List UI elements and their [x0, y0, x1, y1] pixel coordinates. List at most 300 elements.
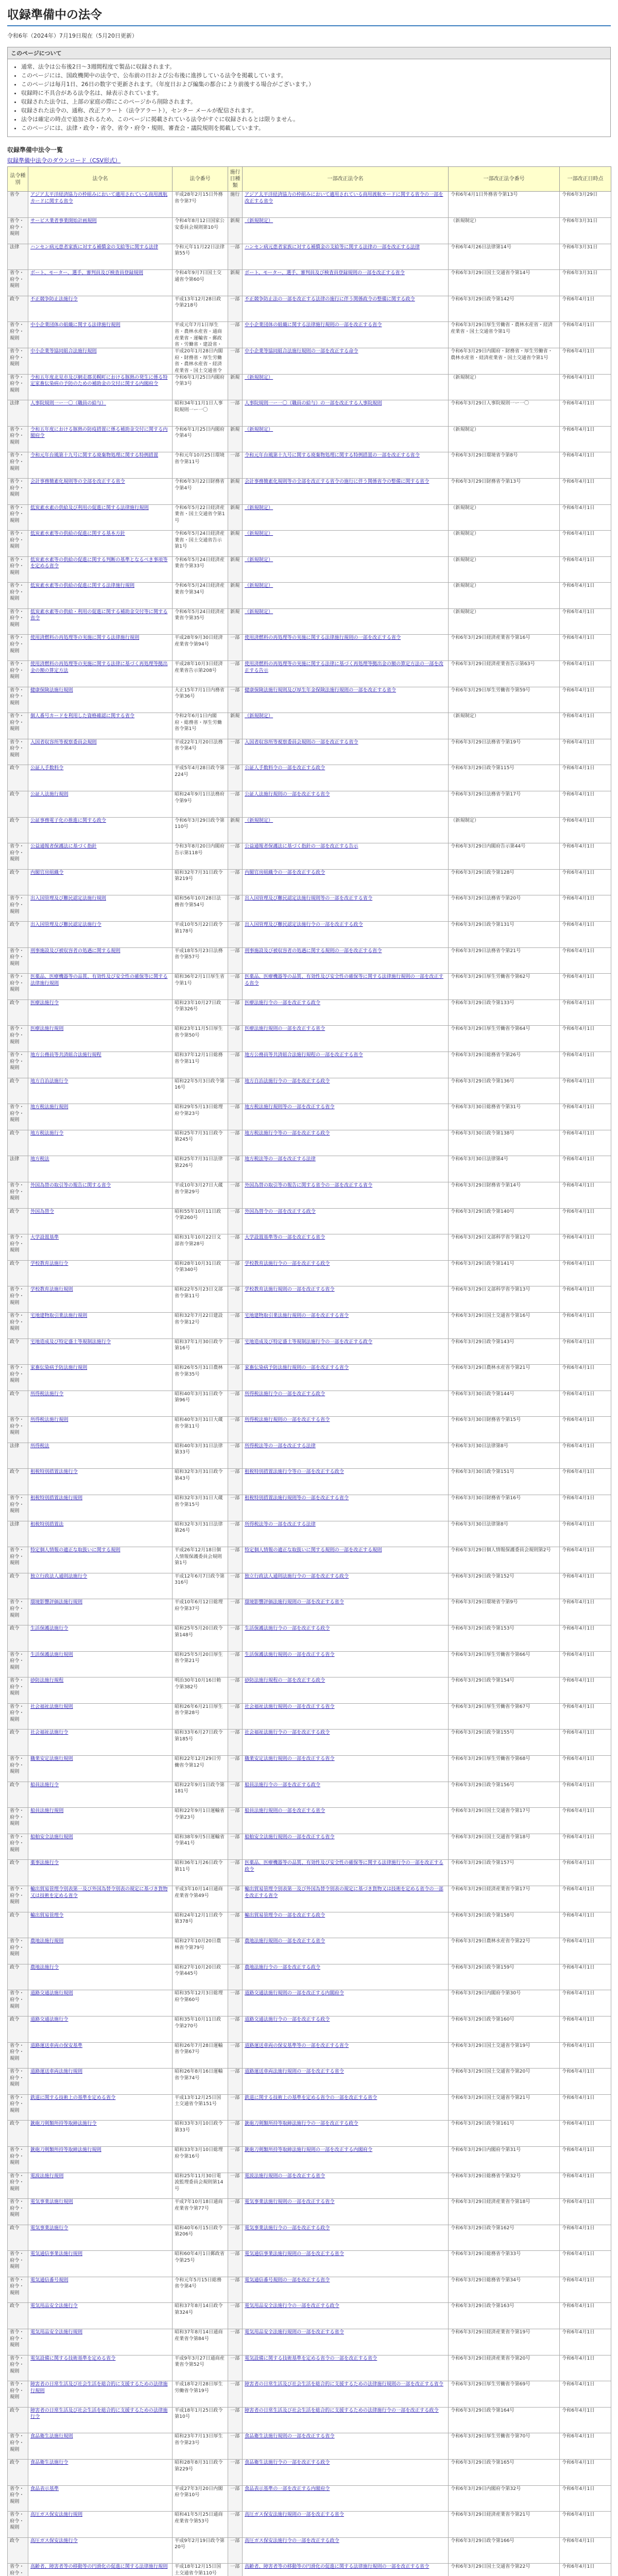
amending-law-link[interactable]: 生活保護法施行規則の一部を改正する省令 — [245, 1651, 335, 1657]
law-name-link[interactable]: 入国者収容所等視察委員会規則 — [30, 739, 97, 745]
amending-law-link[interactable]: 入国者収容所等視察委員会規則の一部を改正する省令 — [245, 739, 358, 745]
law-name-link[interactable]: 食品表示基準 — [30, 2485, 59, 2492]
effective-date-cell: 令和6年4月1日 — [562, 1052, 595, 1058]
law-name-link[interactable]: 農地法施行規則 — [30, 1938, 64, 1944]
cell-name — [28, 2094, 173, 2121]
amending-law-link[interactable]: 生活保護法施行令の一部を改正する政令 — [245, 1625, 330, 1632]
law-name-link[interactable]: 租税特別措置法施行令 — [30, 1469, 78, 1475]
law-name-link[interactable]: 家畜伝染病予防法施行規則 — [30, 1365, 88, 1371]
amending-law-link[interactable]: 道路交通法施行令の一部を改正する政令 — [245, 2016, 330, 2022]
law-name-link[interactable]: 所得税法 — [30, 1443, 49, 1449]
table-row — [8, 2146, 611, 2173]
cell-num — [173, 1208, 228, 1234]
law-name-link[interactable]: 令和元年台風第十九号に関する廃棄物処理に関する特例措置 — [30, 452, 159, 459]
law-name-link[interactable]: 外国為替令 — [30, 1208, 54, 1214]
amending-law-link[interactable]: 道路運送車両の保安基準等の一部を改正する省令 — [245, 2042, 349, 2048]
table-row — [8, 1312, 611, 1338]
amending-law-number-cell: 令和6年3月29日厚生労働省令第62号 — [451, 974, 530, 980]
cell-type — [8, 1703, 28, 1730]
cell-num — [173, 608, 228, 635]
law-name-link[interactable]: 使用済燃料の再処理等の実施に関する法律施行規則 — [30, 635, 140, 641]
amending-law-link[interactable]: 特定個人情報の適正な取扱いに関する規則の一部を改正する規則 — [245, 1547, 382, 1553]
amending-law-link[interactable]: 地方税法施行令等の一部を改正する政令 — [245, 1130, 330, 1136]
amending-law-link[interactable]: 社会福祉法施行令の一部を改正する政令 — [245, 1730, 330, 1736]
table-row — [8, 2485, 611, 2512]
law-name-link[interactable]: 大学設置基準 — [30, 1234, 59, 1241]
cell-rnum — [449, 1443, 560, 1469]
amending-law-link[interactable]: 宅地建物取引業法施行規則の一部を改正する省令 — [245, 1312, 349, 1318]
law-name-link[interactable]: 輸出貿易管理令 — [30, 1912, 64, 1918]
table-row — [8, 1964, 611, 1990]
amending-law-link[interactable]: 宅地造成及び特定盛土等規制法施行令の一部を改正する政令 — [245, 1338, 373, 1345]
law-name-link[interactable]: 低炭素水素等の供給の促進に関する基本方針 — [30, 531, 125, 537]
amending-law-link[interactable]: 所得税法等の一部を改正する法律 — [245, 1443, 316, 1449]
cell-wrap — [30, 2121, 170, 2127]
cell-rel — [243, 1391, 449, 1417]
law-name-link[interactable]: 電気通信事業法施行規則 — [30, 2251, 83, 2257]
amending-law-link[interactable]: 電気事業法施行令の一部を改正する政令 — [245, 2225, 330, 2231]
cell-wrap — [245, 1339, 446, 1346]
enforcement-type-cell: 一部 — [230, 2433, 240, 2439]
amending-law-link[interactable]: 食品衛生法施行規則の一部を改正する省令 — [245, 2433, 335, 2439]
law-name-link[interactable]: 船舶安全法施行規則 — [30, 1834, 73, 1840]
amending-law-link[interactable]: 船員法施行規則の一部を改正する省令 — [245, 1808, 325, 1814]
cell-name — [28, 1312, 173, 1338]
cell-rnum — [449, 1938, 560, 1964]
amending-law-link[interactable]: 高齢者、障害者等の移動等の円滑化の促進に関する法律施行規則の一部を改正する省令 — [245, 2564, 430, 2570]
law-name-link[interactable]: 高圧ガス保安法施行令 — [30, 2537, 78, 2544]
law-name-link[interactable]: 地方公務員等共済組合法施行規程 — [30, 1052, 101, 1058]
amending-law-link[interactable]: 出入国管理及び難民認定法施行規則等の一部を改正する省令 — [245, 895, 373, 902]
cell-rnum — [449, 1260, 560, 1286]
amending-law-link[interactable]: 職業安定法施行規則の一部を改正する省令 — [245, 1756, 335, 1761]
amending-law-link[interactable]: 学校教育法施行規則の一部を改正する省令 — [245, 1286, 335, 1293]
amending-law-link[interactable]: 電気用品安全法施行規則の一部を改正する省令 — [245, 2329, 344, 2335]
effective-date-cell: 令和6年4月1日 — [562, 2277, 595, 2283]
cell-date — [560, 2251, 611, 2277]
amending-law-link[interactable]: 公益通報者保護法に基づく指針の一部を改正する告示 — [245, 843, 358, 850]
cell-wrap — [30, 635, 170, 641]
cell-rel — [243, 2069, 449, 2095]
amending-law-link[interactable]: 障害者の日常生活及び社会生活を総合的に支援するための法律施行規則の一部を改正する省令 — [245, 2381, 443, 2387]
law-name-link[interactable]: 電気設備に関する技術基準を定める省令 — [30, 2355, 116, 2361]
law-name-link[interactable]: 所得税法施行規則 — [30, 1417, 68, 1423]
law-type-cell: 政令 — [10, 817, 20, 823]
cell-type — [8, 2303, 28, 2329]
law-name-link[interactable]: 食品衛生法施行規則 — [30, 2433, 73, 2439]
amending-law-link[interactable]: 刑事施設及び被収容者の処遇に関する規則の一部を改正する省令 — [245, 947, 382, 954]
law-name-link[interactable]: 生活保護法施行令 — [30, 1625, 68, 1632]
cell-wrap — [245, 2408, 446, 2414]
law-name-link[interactable]: サービス業者事業開始計画規則 — [30, 217, 97, 224]
cell-rnum — [449, 687, 560, 713]
amending-law-number-cell: 令和6年3月29日厚生労働省令第59号 — [451, 687, 530, 693]
law-name-link[interactable]: 地方税法 — [30, 1156, 49, 1162]
law-name-link[interactable]: 不正競争防止法施行令 — [30, 296, 78, 302]
cell-name — [28, 843, 173, 870]
cell-rnum — [449, 583, 560, 609]
law-number-cell: 昭和38年9月5日運輸省令第41号 — [175, 1834, 225, 1846]
enforcement-type-cell: 新規 — [230, 817, 240, 823]
cell-num — [173, 426, 228, 452]
law-name-link[interactable]: 低炭素水素の供給及び利用の促進に関する法律施行規則 — [30, 504, 149, 511]
amending-law-link[interactable]: （新規制定） — [245, 608, 273, 615]
effective-date-cell: 令和6年4月1日 — [562, 2485, 595, 2492]
cell-num — [173, 296, 228, 322]
law-type-cell: 省令・府令・規則 — [10, 1026, 24, 1045]
effective-date-cell: 令和6年4月1日 — [562, 2329, 595, 2335]
cell-rnum — [449, 2433, 560, 2460]
cell-cat — [228, 1104, 243, 1130]
amending-law-number-cell: 令和6年3月29日法務省令第20号 — [451, 895, 521, 902]
amending-law-link[interactable]: 電気事業法施行規則の一部を改正する省令 — [245, 2199, 335, 2205]
amending-law-link[interactable]: （新規制定） — [245, 713, 273, 719]
cell-cat — [228, 1834, 243, 1860]
law-name-link[interactable]: 医薬品、医療機器等の品質、有効性及び安全性の確保等に関する法律施行規則 — [30, 974, 168, 986]
law-number-cell: 昭和33年6月27日政令第185号 — [175, 1730, 223, 1742]
amending-law-link[interactable]: 銃砲刀剣類所持等取締法施行規則の一部を改正する内閣府令 — [245, 2146, 373, 2153]
law-name-link[interactable]: 鉄道に関する技術上の基準を定める省令 — [30, 2094, 116, 2100]
amending-law-link[interactable]: 健康保険法施行規則及び厚生年金保険法施行規則の一部を改正する省令 — [245, 687, 396, 693]
amending-law-link[interactable]: 障害者の日常生活及び社会生活を総合的に支援するための法律施行令の一部を改正する政令 — [245, 2407, 439, 2413]
cell-num — [173, 2069, 228, 2095]
law-name-link[interactable]: 電気事業法施行規則 — [30, 2199, 73, 2205]
amending-law-link[interactable]: 食品表示基準の一部を改正する内閣府令 — [245, 2485, 330, 2492]
cell-cat — [228, 635, 243, 661]
amending-law-link[interactable]: 外国為替令の一部を改正する政令 — [245, 1208, 316, 1214]
amending-law-link[interactable]: 所得税法施行令の一部を改正する政令 — [245, 1391, 325, 1397]
law-name-link[interactable]: 銃砲刀剣類所持等取締法施行規則 — [30, 2146, 101, 2153]
cell-name — [28, 2355, 173, 2381]
amending-law-link[interactable]: 農地法施行規則の一部を改正する省令 — [245, 1938, 325, 1944]
law-name-link[interactable]: 人事院規則一ー一〇（職員の給与） — [30, 400, 106, 406]
law-name-link[interactable]: 輸出貿易管理令別表第一及び外国為替令別表の規定に基づき貨物又は技術を定める省令 — [30, 1886, 168, 1899]
amending-law-link[interactable]: 学校教育法施行令の一部を改正する政令 — [245, 1260, 330, 1266]
cell-wrap — [30, 244, 170, 251]
amending-law-number-cell: 令和6年3月29日政令第157号 — [451, 1860, 514, 1866]
amending-law-link[interactable]: （新規制定） — [245, 426, 273, 432]
amending-law-link[interactable]: 家畜伝染病予防法施行規則の一部を改正する省令 — [245, 1365, 349, 1371]
effective-date-cell: 令和6年4月1日 — [562, 687, 595, 693]
law-name-link[interactable]: 使用済燃料の再処理等の実施に関する法律に基づく再処理等拠出金の額の算定方法 — [30, 661, 168, 673]
law-name-link[interactable]: 出入国管理及び難民認定法施行規則 — [30, 895, 106, 902]
cell-cat — [228, 974, 243, 1000]
amending-law-link[interactable]: 外国為替の取引等の報告に関する省令の一部を改正する省令 — [245, 1182, 373, 1188]
law-name-link[interactable]: 外国為替の取引等の報告に関する省令 — [30, 1182, 111, 1188]
law-name-link[interactable]: 医療法施行規則 — [30, 1026, 64, 1032]
law-name-link[interactable]: 低炭素水素等の供給の促進に関する判断の基準となるべき事項等を定める省令 — [30, 556, 168, 569]
cell-rel — [243, 1026, 449, 1052]
amending-law-link[interactable]: 輸出貿易管理令の一部を改正する政令 — [245, 1912, 325, 1918]
law-name-link[interactable]: 中小企業等協同組合法施行規則 — [30, 348, 97, 354]
amending-law-link[interactable]: 公証人法施行規則の一部を改正する省令 — [245, 791, 330, 798]
law-name-link[interactable]: 電気事業法施行令 — [30, 2225, 68, 2231]
law-name-link[interactable]: 電気通信番号規則 — [30, 2277, 68, 2283]
law-type-cell: 政令 — [10, 1625, 20, 1632]
law-number-cell: 昭和37年1月30日政令第16号 — [175, 1338, 223, 1351]
law-name-link[interactable]: 農地法施行令 — [30, 1964, 59, 1970]
law-name-link[interactable]: 地方自治法施行令 — [30, 1078, 68, 1084]
cell-rnum — [449, 661, 560, 687]
cell-wrap — [245, 244, 446, 251]
law-name-link[interactable]: 高圧ガス保安法施行規則 — [30, 2512, 83, 2518]
enforcement-type-cell: 一部 — [230, 1886, 240, 1892]
law-name-link[interactable]: 特定個人情報の適正な取扱いに関する規則 — [30, 1547, 121, 1553]
amending-law-link[interactable]: 電波法施行規則の一部を改正する省令 — [245, 2173, 325, 2179]
table-row — [8, 1782, 611, 1808]
law-name-link[interactable]: 公証人手数料令 — [30, 765, 64, 771]
amending-law-link[interactable]: 地方税法施行規則等の一部を改正する省令 — [245, 1104, 335, 1110]
amending-law-link[interactable]: 所得税法施行規則の一部を改正する省令 — [245, 1417, 330, 1423]
law-name-link[interactable]: 医療法施行令 — [30, 999, 59, 1006]
law-name-link[interactable]: 宅地造成及び特定盛土等規制法施行令 — [30, 1338, 111, 1345]
law-name-link[interactable]: 学校教育法施行令 — [30, 1260, 68, 1266]
law-name-link[interactable]: 障害者の日常生活及び社会生活を総合的に支援するための法律施行令 — [30, 2407, 168, 2420]
amending-law-number-cell: 令和6年3月29日政令第128号 — [451, 869, 514, 875]
amending-law-link[interactable]: 地方自治法施行令の一部を改正する政令 — [245, 1078, 330, 1084]
cell-name — [28, 608, 173, 635]
amending-law-number-cell: 令和6年3月29日政令第131号 — [451, 922, 514, 927]
law-number-cell: 平成20年1月28日内閣府・財務省・厚生労働省・農林水産省・経済産業省・国土交通省令 — [175, 348, 223, 374]
law-name-link[interactable]: 宅地建物取引業法施行規則 — [30, 1312, 88, 1318]
amending-law-link[interactable]: 医療法施行規則の一部を改正する省令 — [245, 1026, 325, 1032]
law-name-link[interactable]: 電気用品安全法施行令 — [30, 2303, 78, 2309]
law-name-link[interactable]: 障害者の日常生活及び社会生活を総合的に支援するための法律施行規則 — [30, 2381, 168, 2394]
law-name-link[interactable]: 低炭素水素等の供給の促進に関する法律施行規則 — [30, 583, 135, 589]
table-row — [8, 2512, 611, 2538]
amending-law-link[interactable]: 食品衛生法施行令の一部を改正する政令 — [245, 2460, 330, 2466]
amending-law-link[interactable]: 医薬品、医療機器等の品質、有効性及び安全性の確保等に関する法律施行規則の一部を改正する省令 — [245, 974, 443, 986]
law-name-link[interactable]: ハンセン病元患者家族に対する補償金の支給等に関する法律 — [30, 244, 159, 250]
amending-law-link[interactable]: 公証人手数料令の一部を改正する政令 — [245, 765, 325, 771]
enforcement-type-cell: 一部 — [230, 1312, 240, 1318]
effective-date-cell: 令和6年4月1日 — [562, 947, 595, 954]
law-name-link[interactable]: 船員法施行令 — [30, 1782, 59, 1788]
amending-law-link[interactable]: 医療法施行令の一部を改正する政令 — [245, 999, 320, 1006]
amending-law-link[interactable]: （新規制定） — [245, 556, 273, 563]
amending-law-link[interactable]: 令和元年台風第十九号に関する廃棄物処理に関する特例措置の一部を改正する省令 — [245, 452, 420, 459]
amending-law-link[interactable]: 電気通信番号規則の一部を改正する省令 — [245, 2277, 330, 2283]
law-name-link[interactable]: 出入国管理及び難民認定法施行令 — [30, 922, 101, 927]
cell-date — [560, 765, 611, 791]
effective-date-cell: 令和6年4月1日 — [562, 1782, 595, 1788]
amending-law-link[interactable]: 地方税法等の一部を改正する法律 — [245, 1156, 316, 1162]
law-name-link[interactable]: 電気用品安全法施行規則 — [30, 2329, 83, 2335]
cell-type — [8, 999, 28, 1026]
cell-cat — [228, 2303, 243, 2329]
law-name-link[interactable]: 道路交通法施行規則 — [30, 1990, 73, 1996]
table-row — [8, 1052, 611, 1078]
cell-name — [28, 2277, 173, 2303]
amending-law-link[interactable]: （新規制定） — [245, 531, 273, 537]
amending-law-link[interactable]: 出入国管理及び難民認定法施行令の一部を改正する政令 — [245, 922, 363, 927]
law-name-link[interactable]: 砂防法施行規程 — [30, 1677, 64, 1684]
amending-law-link[interactable]: 独立行政法人通則法施行令の一部を改正する政令 — [245, 1573, 349, 1579]
amending-law-link[interactable]: 環境影響評価法施行規則の一部を改正する省令 — [245, 1599, 344, 1605]
law-name-link[interactable]: 令和五年度北見市及び網走郡美幌町における豚熱の発生に係る特定家畜伝染病の予防のための補助金の交付に関する内閣府令 — [30, 374, 168, 387]
csv-download-link[interactable]: 収録準備中法令のダウンロード（CSV形式） — [7, 157, 121, 164]
law-name-link[interactable]: 地方税法施行令 — [30, 1130, 64, 1136]
law-name-link[interactable]: 租税特別措置法 — [30, 1521, 64, 1527]
law-name-link[interactable]: ボート、モーター、選手、審判員及び検査員登録規則 — [30, 270, 143, 276]
amending-law-link[interactable]: 道路運送車両法施行規則の一部を改正する省令 — [245, 2069, 344, 2075]
enforcement-type-cell: 一部 — [230, 1260, 240, 1266]
cell-rel — [243, 687, 449, 713]
amending-law-link[interactable]: 中小企業等協同組合法施行規則の一部を改正する命令 — [245, 348, 358, 354]
amending-law-link[interactable]: 農地法施行令の一部を改正する政令 — [245, 1964, 320, 1970]
amending-law-link[interactable]: ボート、モーター、選手、審判員及び検査員登録規則の一部を改正する省令 — [245, 270, 405, 276]
enforcement-type-cell: 一部 — [230, 739, 240, 745]
law-name-link[interactable]: 銃砲刀剣類所持等取締法施行令 — [30, 2121, 97, 2127]
amending-law-link[interactable]: （新規制定） — [245, 817, 273, 823]
amending-law-link[interactable]: 高圧ガス保安法施行令の一部を改正する政令 — [245, 2537, 339, 2544]
amending-law-link[interactable]: 中小企業団体の組織に関する法律施行規則の一部を改正する省令 — [245, 322, 382, 328]
law-name-link[interactable]: 令和五年度における豚熱の防疫措置に係る補助金交付に関する内閣府令 — [30, 426, 168, 439]
law-name-link[interactable]: 高齢者、障害者等の移動等の円滑化の促進に関する法律施行規則 — [30, 2564, 168, 2570]
table-row — [8, 1156, 611, 1182]
amending-law-link[interactable]: （新規制定） — [245, 374, 273, 380]
cell-type — [8, 2407, 28, 2433]
law-name-link[interactable]: 食品衛生法施行令 — [30, 2460, 68, 2466]
law-type-cell: 省令・府令・規則 — [10, 947, 24, 967]
cell-name — [28, 765, 173, 791]
cell-wrap — [30, 218, 170, 225]
notice-item: • 収録された法令の、通称、改正アラート（法令アラート），センター メールが配信されます。 — [21, 106, 610, 115]
cell-date — [560, 400, 611, 427]
law-name-link[interactable]: 会計事務簡素化規則等の全部を改正する省令 — [30, 478, 125, 484]
cell-type — [8, 765, 28, 791]
section-heading: 収録準備中法令一覧 — [7, 146, 63, 154]
amending-law-link[interactable]: 租税特別措置法施行令等の一部を改正する政令 — [245, 1469, 344, 1475]
law-name-link[interactable]: 生活保護法施行規則 — [30, 1651, 73, 1657]
law-name-link[interactable]: 環境影響評価法施行規則 — [30, 1599, 83, 1605]
cell-wrap — [30, 2329, 170, 2336]
cell-rel — [243, 1599, 449, 1625]
cell-wrap — [245, 2225, 446, 2232]
law-name-link[interactable]: 公証事務電子化の推進に関する政令 — [30, 817, 106, 823]
law-name-link[interactable]: 学校教育法施行規則 — [30, 1286, 73, 1293]
amending-law-link[interactable]: （新規制定） — [245, 217, 273, 224]
law-name-link[interactable]: 独立行政法人通則法施行令 — [30, 1573, 88, 1579]
effective-date-cell: 令和6年4月1日 — [562, 817, 595, 823]
amending-law-link[interactable]: 高圧ガス保安法施行規則の一部を改正する省令 — [245, 2512, 344, 2518]
cell-cat — [228, 2199, 243, 2225]
law-name-link[interactable]: 道路交通法施行令 — [30, 2016, 68, 2022]
law-type-cell: 政令 — [10, 922, 20, 927]
amending-law-link[interactable]: 内閣官房組織令の一部を改正する政令 — [245, 869, 325, 875]
law-name-link[interactable]: 租税特別措置法施行規則 — [30, 1495, 83, 1501]
amending-law-link[interactable]: 電気通信事業法施行規則の一部を改正する省令 — [245, 2251, 344, 2257]
law-name-link[interactable]: 内閣官房組織令 — [30, 869, 64, 875]
table-row — [8, 2094, 611, 2121]
table-row — [8, 2381, 611, 2408]
enforcement-type-cell: 一部 — [230, 1782, 240, 1788]
law-name-link[interactable]: 健康保険法施行規則 — [30, 687, 73, 693]
amending-law-link[interactable]: 医薬品、医療機器等の品質、有効性及び安全性の確保等に関する法律施行令の一部を改正する政令 — [245, 1860, 443, 1872]
amending-law-link[interactable]: 使用済燃料の再処理等の実施に関する法律施行規則の一部を改正する省令 — [245, 635, 401, 641]
law-name-link[interactable]: 地方税法施行規則 — [30, 1104, 68, 1110]
cell-wrap — [30, 1339, 170, 1346]
amending-law-link[interactable]: 大学設置基準等の一部を改正する省令 — [245, 1234, 325, 1241]
amending-law-link[interactable]: 砂防法施行規程の一部を改正する政令 — [245, 1677, 325, 1684]
law-name-link[interactable]: 公証人法施行規則 — [30, 791, 68, 798]
law-name-link[interactable]: 中小企業団体の組織に関する法律施行規則 — [30, 322, 121, 328]
amending-law-link[interactable]: ハンセン病元患者家族に対する補償金の支給等に関する法律の一部を改正する法律 — [245, 244, 420, 250]
amending-law-number-cell: 令和6年3月29日個人情報保護委員会規則第2号 — [451, 1547, 551, 1553]
cell-rel — [243, 1912, 449, 1938]
amending-law-link[interactable]: 船員法施行令の一部を改正する政令 — [245, 1782, 320, 1788]
amending-law-link[interactable]: （新規制定） — [245, 583, 273, 589]
law-name-link[interactable]: 刑事施設及び被収容者の処遇に関する規則 — [30, 947, 121, 954]
amending-law-link[interactable]: 輸出貿易管理令別表第一及び外国為替令別表の規定に基づき貨物又は技術を定める省令の一部を改正する省令 — [245, 1886, 443, 1899]
law-name-link[interactable]: 道路運送車両の保安基準 — [30, 2042, 83, 2048]
law-name-link[interactable]: 職業安定法施行規則 — [30, 1756, 73, 1761]
law-name-link[interactable]: アジア太平洋経済協力の枠組みにおいて適用されている商用渡航カードに関する省令 — [30, 192, 168, 204]
effective-date-cell: 令和6年4月1日 — [562, 1391, 595, 1397]
amending-law-link[interactable]: 人事院規則一ー一〇（職員の給与）の一部を改正する人事院規則 — [245, 400, 382, 406]
amending-law-link[interactable]: 船舶安全法施行規則の一部を改正する省令 — [245, 1834, 335, 1840]
amending-law-link[interactable]: 使用済燃料の再処理等の実施に関する法律に基づく再処理等拠出金の額の算定方法の一部を改正する告示 — [245, 661, 443, 673]
law-name-link[interactable]: 船員法施行規則 — [30, 1808, 64, 1814]
cell-rnum — [449, 843, 560, 870]
amending-law-link[interactable]: アジア太平洋経済協力の枠組みにおいて適用されている商用渡航カードに関する省令の一部を改正する省令 — [245, 192, 443, 204]
cell-date — [560, 2564, 611, 2576]
law-name-link[interactable]: 社会福祉法施行規則 — [30, 1703, 73, 1709]
amending-law-link[interactable]: 租税特別措置法施行規則等の一部を改正する省令 — [245, 1495, 349, 1501]
amending-law-link[interactable]: （新規制定） — [245, 504, 273, 511]
table-row — [8, 1417, 611, 1443]
table-row — [8, 1391, 611, 1417]
amending-law-number-cell: 令和6年3月29日農林水産省令第21号 — [451, 1365, 530, 1371]
law-name-link[interactable]: 個人番号カードを利用した資格確認に関する省令 — [30, 713, 135, 719]
law-number-cell: 昭和23年11月5日厚生省令第50号 — [175, 1026, 223, 1038]
cell-name — [28, 922, 173, 948]
amending-law-link[interactable]: 所得税法等の一部を改正する法律 — [245, 1521, 316, 1527]
amending-law-link[interactable]: 社会福祉法施行規則の一部を改正する省令 — [245, 1703, 335, 1709]
cell-date — [560, 217, 611, 244]
table-header-row — [8, 167, 611, 192]
law-type-cell: 省令・府令・規則 — [10, 2069, 24, 2088]
cell-wrap — [245, 1547, 446, 1554]
law-name-link[interactable]: 公益通報者保護法に基づく指針 — [30, 843, 97, 850]
amending-law-link[interactable]: 会計事務簡素化規則等の全部を改正する省令の施行に伴う関係省令の整備に関する省令 — [245, 478, 430, 484]
cell-rel — [243, 2199, 449, 2225]
amending-law-link[interactable]: 道路交通法施行規則の一部を改正する内閣府令 — [245, 1990, 344, 1996]
enforcement-type-cell: 一部 — [230, 1834, 240, 1840]
cell-wrap — [245, 2564, 446, 2570]
cell-name — [28, 1756, 173, 1782]
amending-law-link[interactable]: 地方公務員等共済組合法施行規程の一部を改正する省令 — [245, 1052, 363, 1058]
notice-heading: このページについて — [8, 47, 610, 59]
law-type-cell: 省令・府令・規則 — [10, 2251, 24, 2270]
amending-law-link[interactable]: 銃砲刀剣類所持等取締法施行令の一部を改正する政令 — [245, 2121, 358, 2127]
law-name-link[interactable]: 薬事法施行令 — [30, 1860, 59, 1866]
cell-wrap — [30, 192, 170, 205]
law-name-link[interactable]: 道路運送車両法施行規則 — [30, 2069, 83, 2075]
cell-num — [173, 635, 228, 661]
cell-type — [8, 713, 28, 739]
law-name-link[interactable]: 所得税法施行令 — [30, 1391, 64, 1397]
law-name-link[interactable]: 社会福祉法施行令 — [30, 1730, 68, 1736]
cell-rel — [243, 1182, 449, 1208]
amending-law-link[interactable]: 不正競争防止法の一部を改正する法律の施行に伴う関係政令の整備に関する政令 — [245, 296, 415, 302]
amending-law-link[interactable]: 電気設備に関する技術基準を定める省令の一部を改正する省令 — [245, 2355, 377, 2361]
law-name-link[interactable]: 低炭素水素等の供給・利用の促進に関する補助金交付等に関する省令 — [30, 608, 168, 621]
amending-law-link[interactable]: 鉄道に関する技術上の基準を定める省令の一部を改正する省令 — [245, 2094, 377, 2100]
amending-law-link[interactable]: 電気用品安全法施行令の一部を改正する政令 — [245, 2303, 339, 2309]
law-type-cell: 省令・府令・規則 — [10, 1234, 24, 1253]
law-name-link[interactable]: 電波法施行規則 — [30, 2173, 64, 2179]
